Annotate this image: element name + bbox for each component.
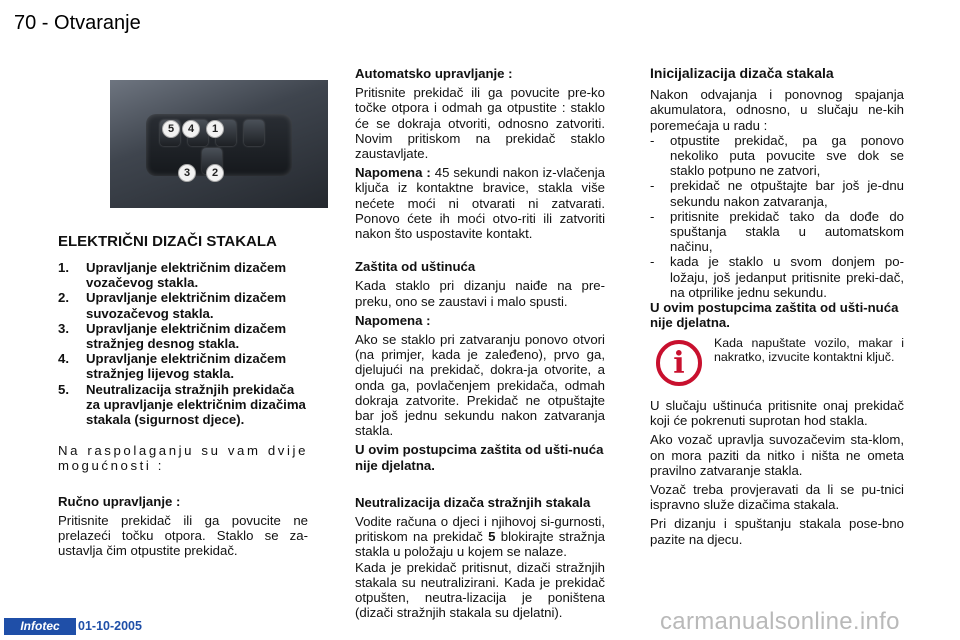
para-2: Ako vozač upravlja suvozačevim sta-klom, on mora paziti da nitko i ništa ne ometa pravilno zatvaranje stakla. [650,432,904,478]
badge-5: 5 [162,120,180,138]
init-text: Nakon odvajanja i ponovnog spajanja akumulatora, odnosno, u slučaju ne-kih poremećaja u radu : [650,87,904,133]
section-heading: ELEKTRIČNI DIZAČI STAKALA [58,233,277,250]
badge-3: 3 [178,164,196,182]
warning-text: Kada napuštate vozilo, makar i nakratko, izvucite kontaktni ključ. [714,336,904,364]
manual-title: Ručno upravljanje : [58,493,181,509]
pinch-off-note: U ovim postupcima zaštita od ušti-nuća nije djelatna. [355,442,604,473]
manual-text: Pritisnite prekidač ili ga povucite ne prelazeći točku otpora. Staklo se za-ustavlja čim otpustite prekidač. [58,512,308,559]
init-off-note: U ovim postupcima zaštita od ušti-nuća nije djelatna. [650,300,899,331]
list-item: - kada je staklo u svom donjem po-ložaju, još jedanput pritisnite preki-dač, na otprilike jednu sekundu. [650,254,904,300]
list-item: 5. Neutralizacija stražnjih prekidača za upravljanje električnim dizačima stakala (sigurnost djece). [58,381,306,428]
auto-text: Pritisnite prekidač ili ga povucite pre-ko točke otpora i odmah ga otpustite : staklo će se dokraja otvoriti, odnosno zatvoriti. Novim pritiskom na prekidač staklo zaustavljate. [355,85,605,162]
auto-title: Automatsko upravljanje : [355,66,513,81]
info-icon: i [656,340,702,386]
list-item: - prekidač ne otpuštajte bar još je-dnu sekundu nakon zatvaranja, [650,178,904,209]
neutral-title: Neutralizacija dizača stražnjih stakala [355,494,591,510]
list-item: 2. Upravljanje električnim dizačem suvozačevog stakla. [58,290,287,321]
list-item: 4. Upravljanje električnim dizačem stražnjeg lijevog stakla. [58,351,287,382]
list-item: - otpustite prekidač, pa ga ponovo nekoliko puta povucite sve dok se staklo potpuno ne zatvori, [650,132,904,179]
neutral-text-2: Kada je prekidač pritisnut, dizači stražnjih stakala su neutralizirani. Kada je prekidač otpušten, neutra-lizacija je poništena (dizači stražnjih stakala su djelatni). [355,559,605,621]
note-2-text: Ako se staklo pri zatvaranju ponovo otvori (na primjer, kada je zaleđeno), prvo ga, djelujući na prekidač, dokra-ja otvorite, a onda ga, povlačenjem prekidača, odmah dokraja zatvorite. Prekidač ne otpuštajte bar još jednu sekundu nakon zatvaranja stakla. [355,332,605,439]
right-column-lower [650,398,904,547]
badge-1: 1 [206,120,224,138]
para-4: Pri dizanju i spuštanju stakala pose-bno pazite na djecu. [650,516,904,547]
list-item: - pritisnite prekidač tako da dođe do spuštanja stakla u automatskom načinu, [650,208,904,255]
left-column [58,234,308,558]
note-2-label: Napomena : [355,312,431,328]
badge-2: 2 [206,164,224,182]
window-switch-panel-photo [110,80,328,208]
infotec-logo: Infotec [4,618,76,635]
pinch-title: Zaštita od uštinuća [355,259,476,275]
page-title: 70 - Otvaranje [14,12,141,34]
para-1: U slučaju uštinuća pritisnite onaj prekidač koji će pokrenuti suprotan hod stakla. [650,398,904,429]
list-item: 1. Upravljanje električnim dizačem vozačevog stakla. [58,260,287,291]
neutral-text: Vodite računa o djeci i njihovoj si-gurnosti, pritiskom na prekidač 5 blokirajte stražnja stakla u položaju u kojem se nalaze. [355,514,605,560]
footer-date: 01-10-2005 [78,619,142,633]
pinch-text: Kada staklo pri dizanju naiđe na pre-preku, ono se zaustavi i malo spusti. [355,278,605,309]
para-3: Vozač treba provjeravati da li se pu-tnici ispravno služe dizačima stakala. [650,482,904,513]
note-1: Napomena : 45 sekundi nakon iz-vlačenja ključa iz kontaktne bravice, stakla više nećete moći ni otvarati ni zatvarati. Ponovo ćete ih moći otvo-riti ili zatvoriti nakon što uspostavite kontakt. [355,165,605,242]
watermark: carmanualsonline.info [660,608,900,635]
list-item: 3. Upravljanje električnim dizačem stražnjeg desnog stakla. [58,320,287,352]
middle-column [355,66,605,621]
intro-text: Na raspolaganju su vam dvije mogućnosti : [58,443,308,474]
badge-4: 4 [182,120,200,138]
init-title: Inicijalizacija dizača stakala [650,65,834,81]
switch-2 [244,120,264,146]
right-column [650,66,904,330]
